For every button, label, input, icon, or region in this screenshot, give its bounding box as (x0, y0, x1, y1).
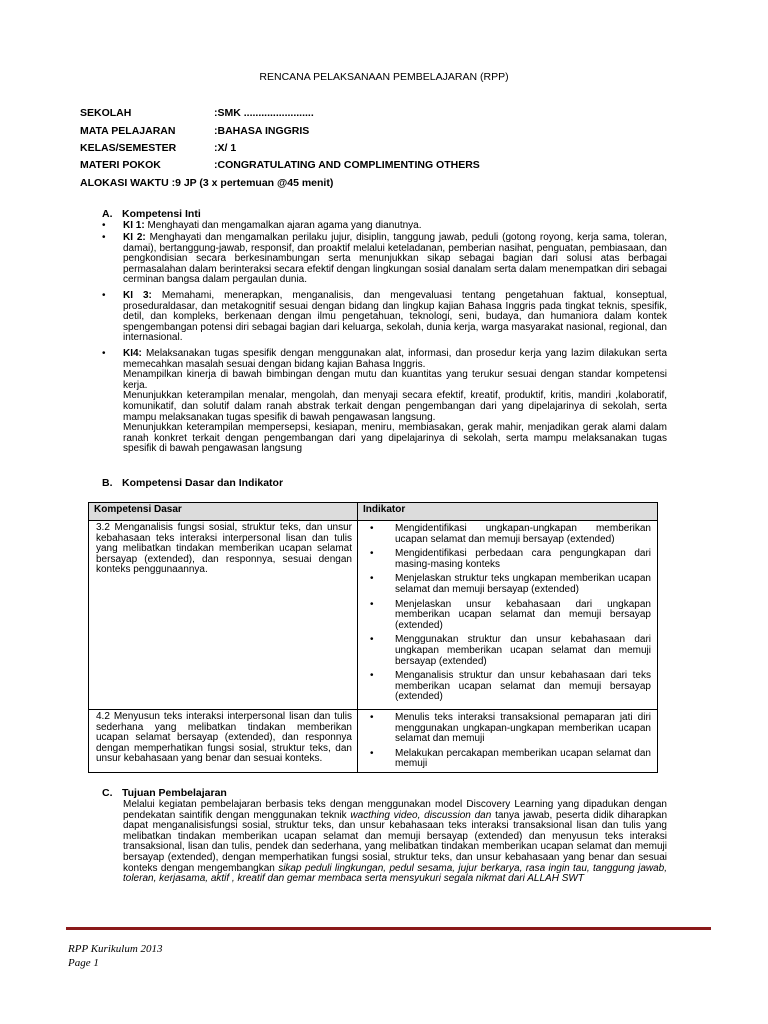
list-item: • Mengidentifikasi ungkapan-ungkapan memberikan ucapan selamat dan memuji bersayap (extended) (370, 524, 651, 545)
kd-cell: 3.2 Menganalisis fungsi sosial, struktur teks, dan unsur kebahasaan teks interaksi interpersonal lisan dan tulis yang melibatkan tindakan memberikan ucapan selamat bersayap (extended), dan responnya, sesuai dengan konteks penggunaannya. (89, 521, 358, 710)
list-item: • Mengidentifikasi perbedaan cara pengungkapan dari masing-masing konteks (370, 549, 651, 570)
list-item: • Menjelaskan unsur kebahasaan dari ungkapan memberikan ucapan selamat dan memuji bersayap (extended) (370, 600, 651, 632)
footer-divider (66, 927, 711, 930)
table-row (89, 709, 658, 772)
identity-alokasi: ALOKASI WAKTU :9 JP (3 x pertemuan @45 menit) (80, 177, 334, 189)
indicator-cell (358, 521, 658, 710)
bullet-icon: • (102, 220, 106, 231)
kd-cell: 4.2 Menyusun teks interaksi interpersonal lisan dan tulis sederhana yang melibatkan tindakan memberikan ucapan selamat bersayap (extended), dan responnya dengan memperhatikan fungsi sosial, struktur teks, dan unsur kebahasaan yang benar dan sesuai konteks. (89, 709, 358, 772)
section-b-heading: B. Kompetensi Dasar dan Indikator (102, 477, 284, 489)
page-title: RENCANA PELAKSANAAN PEMBELAJARAN (RPP) (259, 71, 509, 83)
bullet-icon: • (102, 232, 106, 243)
ki-4: • KI4: Melaksanakan tugas spesifik dengan menggunakan alat, informasi, dan prosedur kerja yang lazim dilakukan serta memecahkan masalah sesuai dengan bidang kajian Bahasa Inggris. Menampilkan kinerja di bawah bimbingan dengan mutu dan kuantitas yang terukur sesuai dengan standar kompetensi kerja. Menunjukkan keterampilan menalar, mengolah, dan menyaji secara efektif, kreatif, produktif, kritis, mandiri ,kolaboratif, komunikatif, dan solutif dalam ranah abstrak terkait dengan pengembangan dari yang dipelajarinya di sekolah, serta mampu melaksanakan tugas spesifik di bawah pengawasan langsung. Menunjukkan keterampilan mempersepsi, kesiapan, meniru, membiasakan, gerak mahir, menjadikan gerak alami dalam ranah konkret terkait dengan pengembangan dari yang dipelajarinya di sekolah, serta mampu melaksanakan tugas spesifik di bawah pengawasan langsung (102, 348, 667, 455)
identity-row-materi: MATERI POKOK :CONGRATULATING AND COMPLIMENTING OTHERS (80, 159, 480, 171)
ki-2: • KI 2: Menghayati dan mengamalkan perilaku jujur, disiplin, tanggung jawab, peduli (gotong royong, kerja sama, toleran, damai), bertanggung-jawab, responsif, dan proaktif melalui keteladanan, pemberian nasihat, penguatan, pembiasaan, dan pengkondisian secara berkesinambungan serta menunjukkan sikap sebagai bagian dari solusi atas berbagai permasalahan dalam berinteraksi secara efektif dengan lingkungan sosial danalam serta dalam menempatkan diri sebagai cerminan bangsa dalam pergaulan dunia. (102, 232, 668, 286)
footer-title: RPP Kurikulum 2013 (68, 943, 163, 955)
table-header-indikator: Indikator (358, 503, 658, 521)
list-item: • Menganalisis struktur dan unsur kebahasaan dari teks memberikan ucapan selamat dan memuji bersayap (extended) (370, 671, 651, 703)
section-a-heading: A. Kompetensi Inti (102, 208, 201, 220)
kd-indicator-table (88, 502, 658, 773)
table-header-row (89, 503, 658, 521)
identity-row-kelas: KELAS/SEMESTER :X/ 1 (80, 142, 237, 154)
table-row (89, 521, 658, 710)
list-item: • Menjelaskan struktur teks ungkapan memberikan ucapan selamat dan memuji bersayap (extended) (370, 574, 651, 595)
bullet-icon: • (102, 290, 106, 301)
bullet-icon: • (102, 348, 106, 359)
list-item: • Melakukan percakapan memberikan ucapan selamat dan memuji (370, 749, 651, 770)
indicator-list (370, 713, 651, 770)
list-item: • Menulis teks interaksi transaksional pemaparan jati diri menggunakan ungkapan-ungkapan memberikan ucapan selamat dan memuji (370, 713, 651, 745)
indicator-cell (358, 709, 658, 772)
footer-page-number: Page 1 (68, 957, 99, 969)
tujuan-paragraph: Melalui kegiatan pembelajaran berbasis teks dengan menggunakan model Discovery Learning yang dipadukan dengan pendekatan saintifik dengan menggunakan teknik wacthing video, discussion dan tanya jawab, peserta didik diharapkan dapat menganalisisfungsi sosial, struktur teks, dan unsur kebahasaan teks interaksi transaksional lisan dan tulis yang melibatkan tindakan memberikan ucapan selamat dan memuji bersayap (extended) dan menyusun teks interaksi transaksional, lisan dan tulis, pendek dan sederhana, yang melibatkan tindakan memberikan ucapan selamat dan memuji bersayap (extended), dengan memperhatikan fungsi sosial, struktur teks, dan unsur kebahasaan yang benar dan sesuai konteks dengan mengembangkan sikap peduli lingkungan, pedul sesama, jujur berkarya, rasa ingin tau, tanggung jawab, toleran, kerjasama, aktif , kreatif dan gemar membaca serta mensyukuri segala nikmat dari ALLAH SWT (123, 799, 668, 885)
ki4-paragraph: Menunjukkan keterampilan menalar, mengolah, dan menyaji secara efektif, kreatif, produktif, kritis, mandiri ,kolaboratif, komunikatif, dan solutif dalam ranah abstrak terkait dengan pengembangan dari yang dipelajarinya di sekolah, serta mampu melaksanakan tugas spesifik di bawah pengawasan langsung. (123, 390, 667, 423)
table-header-kd: Kompetensi Dasar (89, 503, 358, 521)
section-c-heading: C. Tujuan Pembelajaran (102, 787, 227, 799)
ki-3: • KI 3: Memahami, menerapkan, menganalisis, dan mengevaluasi tentang pengetahuan faktual, konseptual, proseduraldasar, dan metakognitif sesuai dengan bidang dan lingkup kajian Bahasa Inggris pada tingkat teknis, spesifik, detil, dan kompleks, berkenaan dengan ilmu pengetahuan, teknologi, seni, budaya, dan humaniora dalam kontek spengembangan potensi diri sebagai bagian dari keluarga, sekolah, dunia kerja, warga masyarakat nasional, regional, dan internasional. (102, 290, 667, 344)
list-item: • Menggunakan struktur dan unsur kebahasaan dari ungkapan memberikan ucapan selamat dan memuji bersayap (extended) (370, 635, 651, 667)
ki4-paragraph: Menampilkan kinerja di bawah bimbingan dengan mutu dan kuantitas yang terukur sesuai dengan standar kompetensi kerja. (123, 369, 667, 391)
identity-row-sekolah: SEKOLAH :SMK ........................ (80, 107, 314, 119)
indicator-list (370, 524, 651, 703)
identity-row-mapel: MATA PELAJARAN :BAHASA INGGRIS (80, 125, 310, 137)
ki-1: • KI 1: Menghayati dan mengamalkan ajaran agama yang dianutnya. (102, 220, 422, 231)
ki4-paragraph: Menunjukkan keterampilan mempersepsi, kesiapan, meniru, membiasakan, gerak mahir, menjadikan gerak alami dalam ranah konkret terkait dengan pengembangan dari yang dipelajarinya di sekolah, serta mampu melaksanakan tugas spesifik di bawah pengawasan langsung (123, 422, 667, 455)
